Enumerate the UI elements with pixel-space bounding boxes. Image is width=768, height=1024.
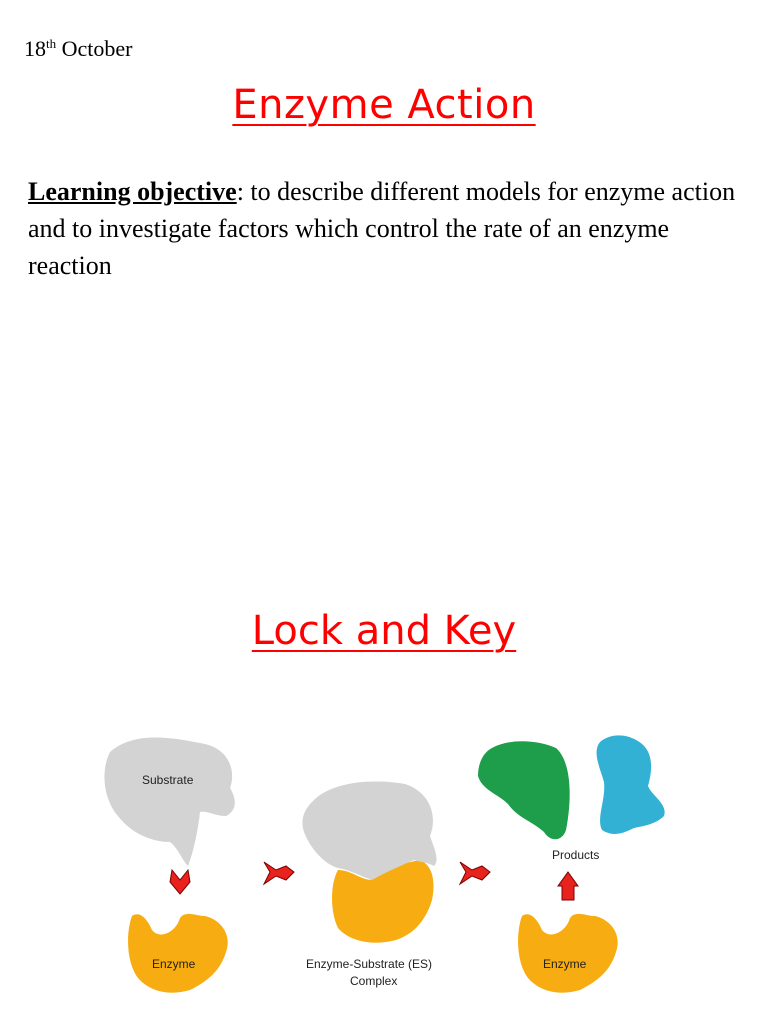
date-suffix: th (46, 36, 57, 51)
products-label: Products (552, 848, 600, 862)
date-day: 18 (24, 36, 46, 61)
complex-label-line1: Enzyme-Substrate (ES) (306, 957, 433, 971)
learning-objective (28, 173, 748, 284)
lock-and-key-diagram (0, 720, 768, 1010)
product-blue-shape (597, 735, 665, 834)
date-month: October (61, 36, 133, 61)
enzyme-label-1: Enzyme (152, 957, 196, 971)
enzyme-shape-2 (518, 914, 618, 993)
date (24, 36, 132, 62)
product-green-shape (478, 741, 570, 839)
enzyme-label-2: Enzyme (543, 957, 587, 971)
enzyme-shape-1 (128, 914, 228, 993)
complex-label-line2: Complex (350, 974, 398, 988)
section-title: Lock and Key (251, 608, 517, 654)
down-arrow-icon (170, 870, 190, 894)
page-title: Enzyme Action (232, 82, 536, 128)
right-arrow-icon-1 (264, 862, 294, 884)
substrate-label: Substrate (142, 773, 194, 787)
objective-label: Learning objective (28, 177, 237, 206)
right-arrow-icon-2 (460, 862, 490, 884)
objective-text: : to describe different models for enzyme action and to investigate factors which control the rate of an enzyme reaction (28, 177, 736, 280)
substrate-shape (104, 738, 234, 867)
up-arrow-icon (558, 872, 578, 900)
